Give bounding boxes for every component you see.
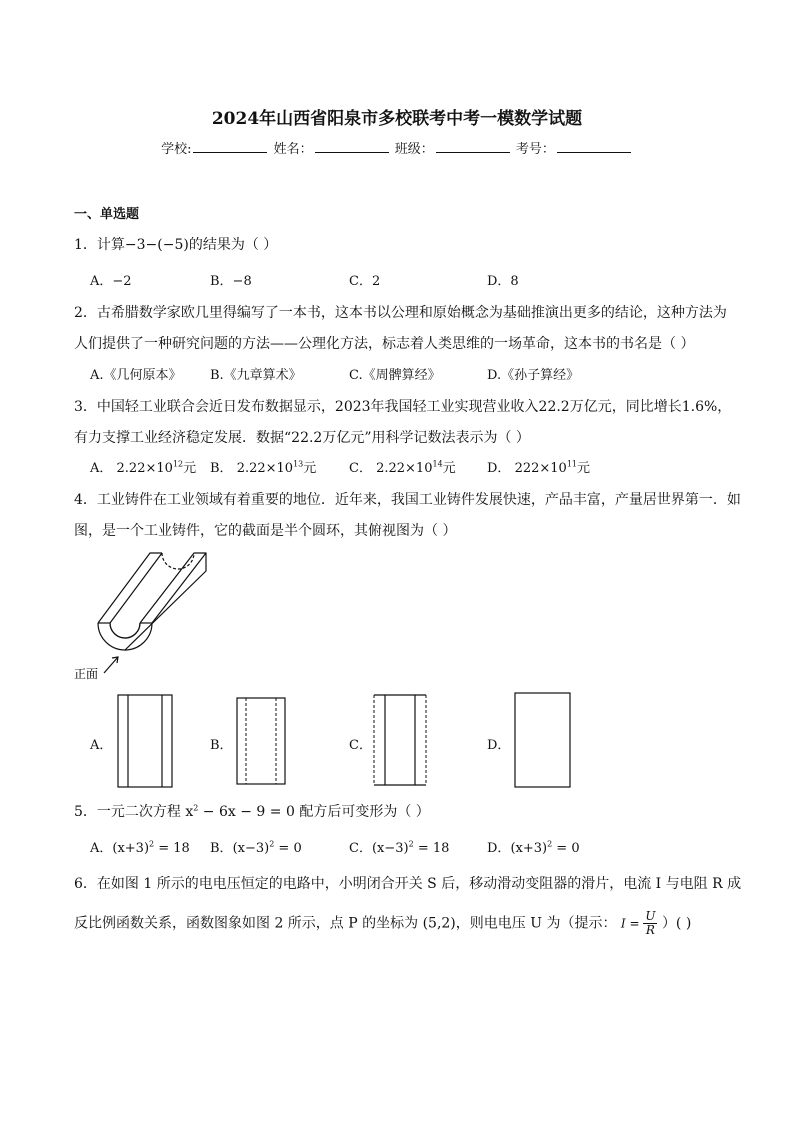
q4-option-c-figure[interactable] bbox=[373, 694, 427, 786]
q5-option-d[interactable]: D．$(x+3)^2 = 0$ bbox=[487, 839, 580, 856]
q5-option-b[interactable]: B．$(x-3)^2 = 0$ bbox=[210, 839, 302, 856]
q2-option-b[interactable]: B.《九章算术》 bbox=[210, 368, 302, 383]
q4-option-d-figure[interactable] bbox=[514, 692, 571, 788]
front-inner-arc bbox=[110, 623, 140, 638]
q4-option-a-figure[interactable] bbox=[117, 694, 173, 788]
q1-option-d[interactable]: D．8 bbox=[487, 274, 519, 289]
name-label: 姓名： bbox=[273, 142, 313, 157]
question-6-line-2: 反比例函数关系，函数图象如图 2 所示，点 P 的坐标为 (5,2)，则电电压 U 为（提示： I = $\frac{U}{R}$ ）( ) bbox=[74, 909, 692, 937]
section-heading: 一、单选题 bbox=[74, 207, 140, 222]
question-4-line-1: 4．工业铸件在工业领域有着重要的地位．近年来，我国工业铸件发展快速，产品丰富，产量居世界第一．如 bbox=[74, 492, 741, 508]
q3-option-c[interactable]: C． $2.22\times 10^{14}$元 bbox=[349, 459, 456, 476]
question-1-stem: 1．计算−3−(−5)的结果为（ ） bbox=[74, 237, 278, 253]
q5-option-a[interactable]: A．$(x+3)^2 = 18$ bbox=[90, 839, 190, 856]
question-6-line-1: 6．在如图 1 所示的电电压恒定的电路中，小明闭合开关 S 后，移动滑动变阻器的滑片，电流 I 与电阻 R 成 bbox=[74, 876, 742, 892]
front-outer-arc bbox=[98, 623, 152, 650]
q1-option-c[interactable]: C．2 bbox=[349, 274, 381, 289]
class-label: 班级： bbox=[394, 142, 434, 157]
q4-option-b-label[interactable]: B． bbox=[210, 738, 233, 753]
q1-option-b[interactable]: B．−8 bbox=[210, 274, 252, 289]
q4-option-d-label[interactable]: D． bbox=[487, 738, 511, 753]
number-label: 考号： bbox=[515, 142, 555, 157]
q2-option-c[interactable]: C.《周髀算经》 bbox=[349, 368, 441, 383]
q1-option-a[interactable]: A．−2 bbox=[90, 274, 132, 289]
q3-option-a[interactable]: A． $2.22\times 10^{12}$元 bbox=[90, 459, 197, 476]
number-field[interactable] bbox=[557, 140, 631, 153]
school-label: 学校: bbox=[161, 142, 192, 157]
name-field[interactable] bbox=[315, 140, 389, 153]
q4-option-c-label[interactable]: C． bbox=[349, 738, 372, 753]
question-5-stem: 5．一元二次方程 $x^2 - 6x - 9 = 0$ 配方后可变形为（ ） bbox=[74, 803, 430, 820]
question-2-line-2: 人们提供了一种研究问题的方法——公理化方法，标志着人类思维的一场革命，这本书的书名是（ ） bbox=[74, 336, 695, 352]
question-2-line-1: 2．古希腊数学家欧几里得编写了一本书，这本书以公理和原始概念为基础推演出更多的结论，这种方法为 bbox=[74, 305, 727, 321]
q2-option-a[interactable]: A.《几何原本》 bbox=[90, 368, 182, 383]
q3-option-b[interactable]: B． $2.22\times 10^{13}$元 bbox=[210, 459, 317, 476]
q4-option-a-label[interactable]: A． bbox=[90, 738, 113, 753]
q3-option-d[interactable]: D． $222\times 10^{11}$元 bbox=[487, 459, 591, 476]
q5-option-c[interactable]: C．$(x-3)^2 = 18$ bbox=[349, 839, 450, 856]
question-4-line-2: 图，是一个工业铸件，它的截面是半个圆环，其俯视图为（ ） bbox=[74, 523, 457, 539]
page-title: 2024年山西省阳泉市多校联考中考一模数学试题 bbox=[211, 109, 583, 129]
class-field[interactable] bbox=[436, 140, 510, 153]
school-field[interactable] bbox=[193, 140, 267, 153]
q2-option-d[interactable]: D.《孙子算经》 bbox=[487, 368, 580, 383]
hint-formula: I = $\frac{U}{R}$ bbox=[620, 909, 656, 937]
front-label: 正面 bbox=[74, 667, 99, 681]
student-info-row bbox=[0, 138, 794, 157]
question-3-line-1: 3．中国轻工业联合会近日发布数据显示，2023年我国轻工业实现营业收入22.2万亿元，同比增长1.6%， bbox=[74, 399, 732, 415]
q4-option-b-figure[interactable] bbox=[236, 697, 286, 785]
casting-figure bbox=[70, 545, 220, 685]
question-3-line-2: 有力支撑工业经济稳定发展．数据“22.2万亿元”用科学记数法表示为（ ） bbox=[74, 430, 530, 446]
